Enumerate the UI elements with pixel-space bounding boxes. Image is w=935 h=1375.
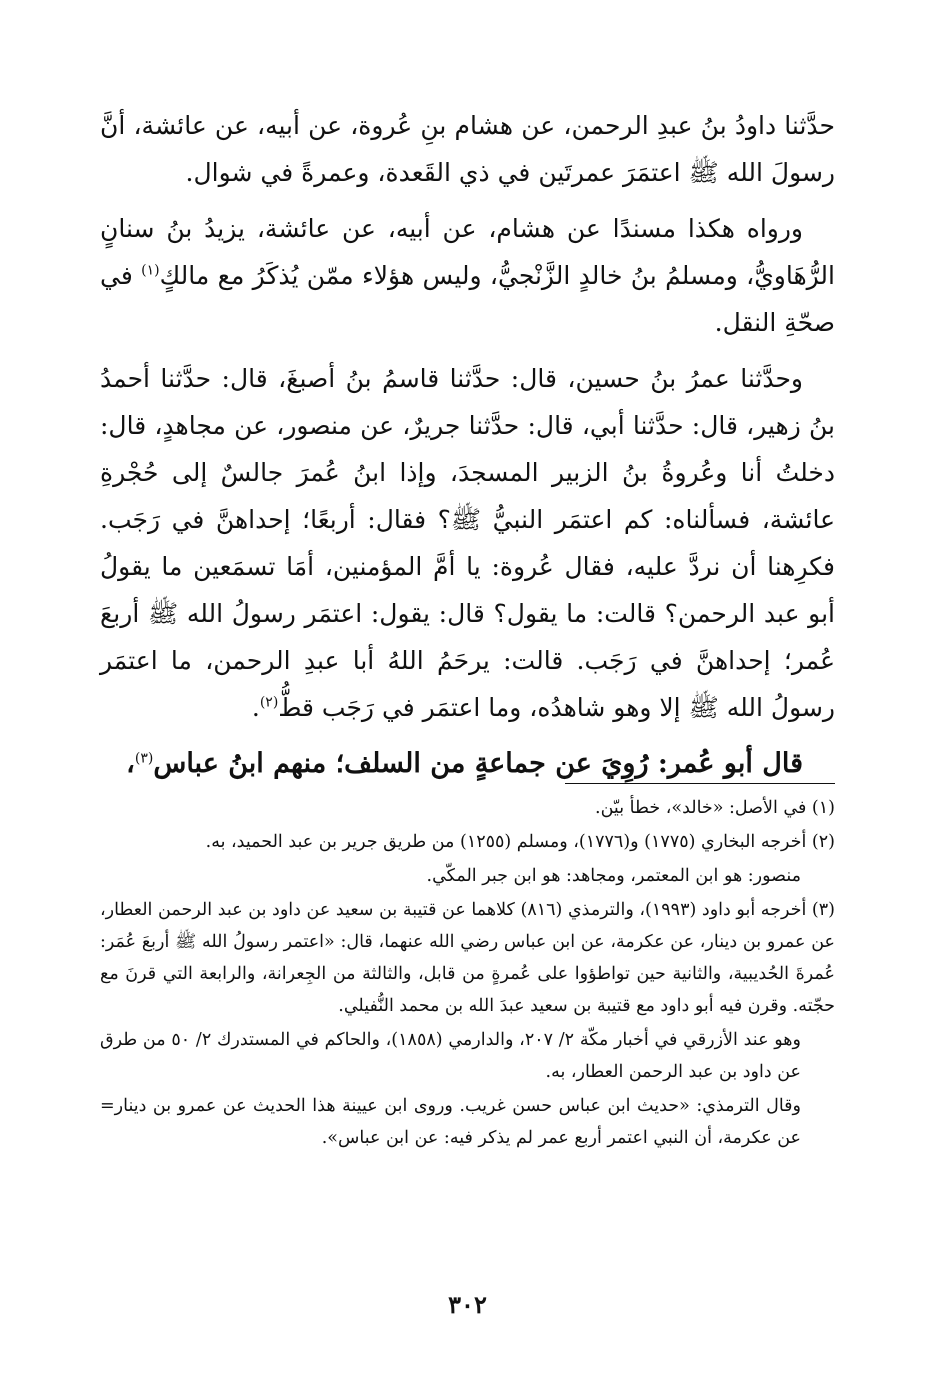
- footnote-ref-3: (٣): [134, 750, 154, 767]
- main-text: [100, 102, 835, 796]
- footnotes: [100, 792, 835, 1156]
- footnote-2-continued: منصور: هو ابن المعتمر، ومجاهد: هو ابن جبر المكّي.: [426, 866, 801, 886]
- paragraph-4: [100, 740, 835, 787]
- footnote-ref-2: (٢): [259, 694, 279, 711]
- paragraph-2-text: ورواه هكذا مسندًا عن هشام، عن أبيه، عن عائشة، يزيدُ بنُ سنانٍ الرُّهَاويُّ، ومسلمُ بنُ خالدٍ الزَّنْجيُّ، وليس هؤلاء ممّن يُذكَرُ مع مالكٍ: [100, 214, 835, 290]
- paragraph-2: [100, 205, 835, 346]
- footnote-3: (٣) أخرجه أبو داود (١٩٩٣)، والترمذي (٨١٦) كلاهما عن قتيبة بن سعيد عن داود بن عبد الرحمن العطار، عن عمرو بن دينار، عن عكرمة، عن ابن عباس رضي الله عنهما، قال: «اعتمر رسولُ الله ﷺ أربعَ عُمَر: عُمرةَ الحُديبية، والثانية حين تواطؤوا على عُمرةٍ من قابل، والثالثة من الجِعرانة، والرابعة التي قرنَ مع حجّته. وقرن فيه أبو داود مع قتيبة بن سعيد عبدَ الله بن محمد النُّفيلي.: [100, 900, 835, 1016]
- footnote-3-continued-1: وهو عند الأزرقي في أخبار مكّة ٢/ ٢٠٧، والدارمي (١٨٥٨)، والحاكم في المستدرك ٢/ ٥٠ من طرق عن داود بن عبد الرحمن العطار، به.: [100, 1030, 801, 1082]
- section-heading: قال أبو عُمر:: [657, 748, 803, 779]
- footnote-3-continued-2-text: وقال الترمذي: «حديث ابن عباس حسن غريب. وروى ابن عيينة هذا الحديث عن عمرو بن دينار عن عكرمة، أن النبي اعتمر أربع عمر لم يذكر فيه: عن ابن عباس».: [114, 1096, 801, 1148]
- paragraph-4-end: ،: [126, 748, 135, 779]
- paragraph-4-text: رُوِيَ عن جماعةٍ من السلف؛ منهم ابنُ عباس: [153, 748, 658, 779]
- paragraph-3-text: وحدَّثنا عمرُ بنُ حسين، قال: حدَّثنا قاسمُ بنُ أصبغَ، قال: حدَّثنا أحمدُ بنُ زهير، قال: حدَّثنا أبي، قال: حدَّثنا جريرٌ، عن منصور، عن مجاهدٍ، قال: دخلتُ أنا وعُروةُ بنُ الزبير المسجدَ، وإذا ابنُ عُمرَ جالسٌ إلى حُجْرةِ عائشة، فسألناه: كم اعتمَر النبيُّ ﷺ؟ فقال: أربعًا؛ إحداهنَّ في رَجَب. فكرِهنا أن نردَّ عليه، فقال عُروة: يا أمَّ المؤمنين، أمَا تسمَعين ما يقولُ أبو عبد الرحمن؟ قالت: ما يقول؟ قال: يقول: اعتمَر رسولُ الله ﷺ أربعَ عُمر؛ إحداهنَّ في رَجَب. قالت: يرحَمُ اللهُ أبا عبدِ الرحمن، ما اعتمَر رسولُ الله ﷺ إلا وهو شاهدُه، وما اعتمَر في رَجَب قطُّ: [100, 364, 835, 722]
- paragraph-3-end: .: [251, 693, 260, 722]
- continuation-mark: =: [100, 1096, 115, 1116]
- paragraph-2-end: في صحّةِ النقل.: [100, 261, 835, 337]
- paragraph-3: [100, 355, 835, 731]
- footnote-3-continued-2: [100, 1090, 835, 1154]
- footnote-ref-1: (١): [141, 262, 160, 279]
- footnote-divider: [565, 783, 835, 784]
- paragraph-1: حدَّثنا داودُ بنُ عبدِ الرحمن، عن هشام بنِ عُروة، عن أبيه، عن عائشة، أنَّ رسولَ الله ﷺ اعتمَرَ عمرتَين في ذي القَعدة، وعمرةً في شوال.: [100, 111, 835, 187]
- footnote-1: (١) في الأصل: «خالد»، خطأ بيّن.: [595, 798, 835, 818]
- footnote-2: (٢) أخرجه البخاري (١٧٧٥) و(١٧٧٦)، ومسلم (١٢٥٥) من طريق جرير بن عبد الحميد، به.: [205, 832, 835, 852]
- page-number: ٣٠٢: [448, 1290, 487, 1319]
